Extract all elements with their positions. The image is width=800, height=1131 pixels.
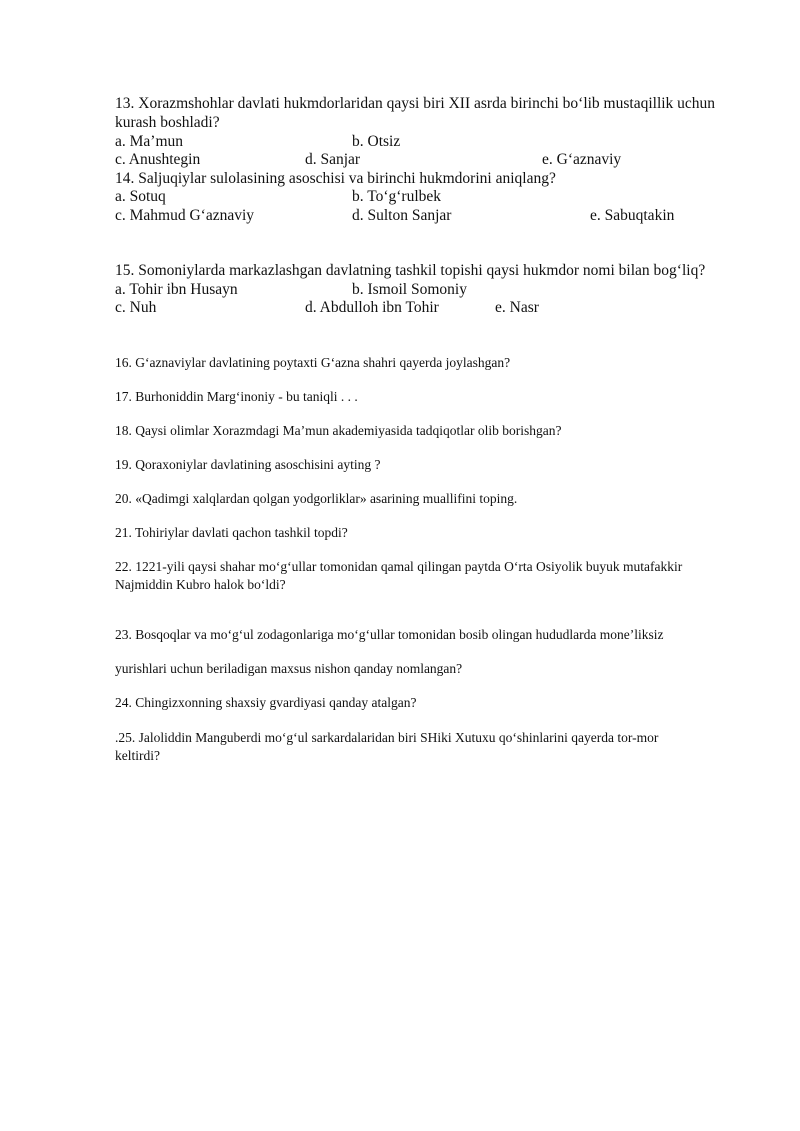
question-13-text-line2: kurash boshladi? — [115, 114, 220, 131]
question-15-option-d: d. Abdulloh ibn Tohir — [305, 299, 439, 316]
question-18-text: 18. Qaysi olimlar Xorazmdagi Ma’mun akademiyasida tadqiqotlar olib borishgan? — [115, 423, 562, 438]
question-21-text: 21. Tohiriylar davlati qachon tashkil topdi? — [115, 525, 348, 540]
question-23-text-line1: 23. Bosqoqlar va mo‘g‘ul zodagonlariga mo‘g‘ullar tomonidan bosib olingan hududlarda mone’liksiz — [115, 627, 664, 642]
question-25-text-line2: keltirdi? — [115, 748, 160, 763]
question-23-text-line2: yurishlari uchun beriladigan maxsus nishon qanday nomlangan? — [115, 661, 463, 676]
question-24-text: 24. Chingizxonning shaxsiy gvardiyasi qanday atalgan? — [115, 695, 417, 710]
question-25-text-line1: .25. Jaloliddin Manguberdi mo‘g‘ul sarkardalaridan biri SHiki Xutuxu qo‘shinlarini qayerda tor-mor — [115, 730, 659, 745]
question-13-text-line1: 13. Xorazmshohlar davlati hukmdorlaridan qaysi biri XII asrda birinchi bo‘lib mustaqillik uchun — [115, 95, 716, 112]
question-15-option-c: c. Nuh — [115, 299, 157, 316]
question-22-text-line1: 22. 1221-yili qaysi shahar mo‘g‘ullar tomonidan qamal qilingan paytda O‘rta Osiyolik buyuk mutafakkir — [115, 559, 683, 574]
question-13-option-e: e. G‘aznaviy — [542, 151, 622, 168]
question-15-text: 15. Somoniylarda markazlashgan davlatning tashkil topishi qaysi hukmdor nomi bilan bog‘liq? — [115, 262, 706, 279]
question-14-option-e: e. Sabuqtakin — [590, 207, 675, 224]
question-15-option-e: e. Nasr — [495, 299, 539, 316]
question-16-text: 16. G‘aznaviylar davlatining poytaxti G‘azna shahri qayerda joylashgan? — [115, 355, 511, 370]
question-14-option-b: b. To‘g‘rulbek — [352, 188, 442, 205]
question-14-option-a: a. Sotuq — [115, 188, 166, 205]
question-15-option-a: a. Tohir ibn Husayn — [115, 281, 238, 298]
question-17-text: 17. Burhoniddin Marg‘inoniy - bu taniqli . . . — [115, 389, 358, 404]
question-13-option-a: a. Ma’mun — [115, 133, 184, 150]
question-13-option-c: c. Anushtegin — [115, 151, 201, 168]
question-13-option-b: b. Otsiz — [352, 133, 401, 150]
question-14-option-c: c. Mahmud G‘aznaviy — [115, 207, 255, 224]
question-22-text-line2: Najmiddin Kubro halok bo‘ldi? — [115, 577, 286, 592]
question-19-text: 19. Qoraxoniylar davlatining asoschisini ayting ? — [115, 457, 381, 472]
question-14-text: 14. Saljuqiylar sulolasining asoschisi va birinchi hukmdorini aniqlang? — [115, 170, 556, 187]
question-15-option-b: b. Ismoil Somoniy — [352, 281, 467, 298]
question-13-option-d: d. Sanjar — [305, 151, 361, 168]
question-14-option-d: d. Sulton Sanjar — [352, 207, 452, 224]
question-20-text: 20. «Qadimgi xalqlardan qolgan yodgorliklar» asarining muallifini toping. — [115, 491, 518, 506]
